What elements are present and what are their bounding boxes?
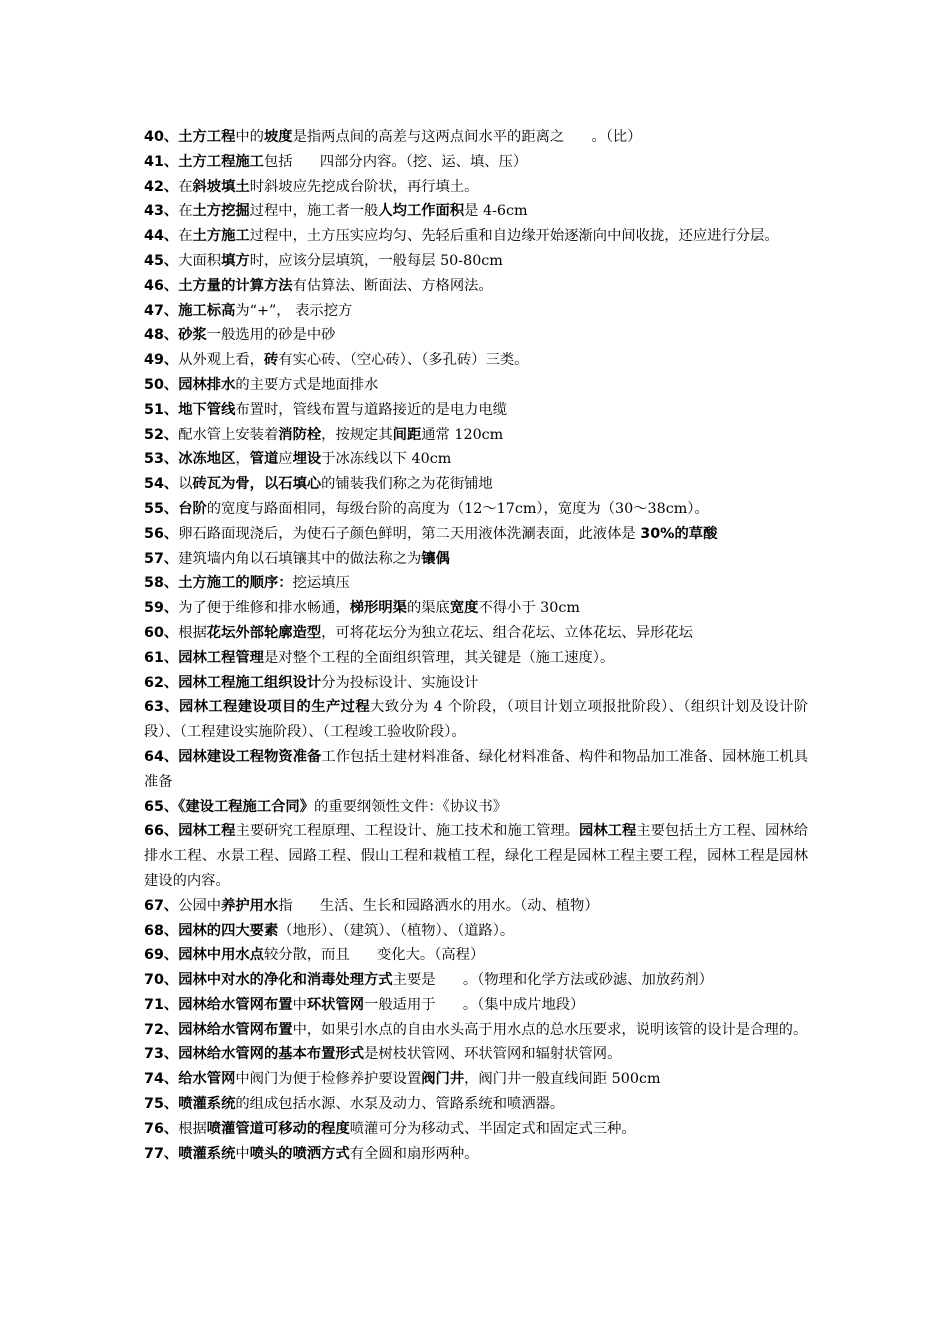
list-item bbox=[144, 373, 808, 398]
list-item bbox=[144, 323, 808, 348]
item-text: 指 生活、生长和园路洒水的用水。（动、植物） bbox=[278, 897, 599, 914]
item-number: 66、 bbox=[144, 823, 179, 840]
list-item bbox=[144, 175, 808, 200]
item-text: 是树枝状管网、环状管网和辐射状管网。 bbox=[364, 1046, 622, 1063]
list-item bbox=[144, 695, 808, 745]
list-item bbox=[144, 745, 808, 795]
bold-term: 30%的草酸 bbox=[640, 525, 718, 542]
item-text: 在 bbox=[178, 178, 193, 195]
item-text: 有全圆和扇形两种。 bbox=[349, 1145, 479, 1162]
question-list bbox=[144, 125, 808, 1166]
bold-term: 砖瓦为骨，以石填心 bbox=[192, 476, 322, 493]
item-text: 的渠底 bbox=[406, 600, 450, 617]
item-number: 69、 bbox=[144, 947, 179, 964]
bold-term: 梯形明渠 bbox=[349, 600, 407, 617]
item-number: 75、 bbox=[144, 1096, 179, 1113]
item-number: 45、 bbox=[144, 252, 179, 269]
item-text: ，可将花坛分为独立花坛、组合花坛、立体花坛、异形花坛 bbox=[321, 624, 693, 641]
item-number: 65、 bbox=[144, 798, 179, 815]
item-text: 中 bbox=[235, 1145, 250, 1162]
item-text: 在 bbox=[178, 228, 193, 245]
item-number: 62、 bbox=[144, 674, 179, 691]
item-text: 的宽度与路面相同，每级台阶的高度为（12～17cm），宽度为（30～38cm）。 bbox=[206, 500, 709, 517]
bold-term: 消防栓 bbox=[278, 426, 322, 443]
item-text: 中的 bbox=[235, 129, 264, 145]
item-number: 57、 bbox=[144, 550, 179, 567]
item-number: 43、 bbox=[144, 203, 179, 220]
item-text: ，阀门井一般直线间距 500cm bbox=[464, 1071, 661, 1088]
list-item bbox=[144, 795, 808, 820]
bold-term: 园林的四大要素 bbox=[178, 922, 279, 939]
bold-term: 土方量的计算方法 bbox=[178, 277, 293, 294]
item-text: 的组成包括水源、水泵及动力、管路系统和喷洒器。 bbox=[235, 1096, 565, 1113]
list-item bbox=[144, 943, 808, 968]
bold-term: 土方施工 bbox=[192, 228, 250, 245]
item-number: 58、 bbox=[144, 575, 179, 592]
bold-term: 园林给水管网布置 bbox=[178, 1021, 293, 1038]
bold-term: 园林工程 bbox=[178, 823, 236, 840]
bold-term: 砖 bbox=[263, 352, 279, 369]
bold-term: 园林排水 bbox=[178, 376, 236, 393]
item-text: 包括 四部分内容。（挖、运、填、压） bbox=[263, 153, 528, 170]
list-item bbox=[144, 646, 808, 671]
list-item bbox=[144, 472, 808, 497]
bold-term: 冰冻地区 bbox=[178, 451, 236, 468]
item-text: 有估算法、断面法、方格网法。 bbox=[292, 277, 493, 294]
item-text: 为了便于维修和排水畅通， bbox=[178, 600, 350, 617]
item-text: 的铺装我们称之为花街铺地 bbox=[321, 476, 493, 493]
bold-term: 地下管线 bbox=[178, 401, 236, 418]
item-number: 77、 bbox=[144, 1145, 179, 1162]
item-number: 47、 bbox=[144, 302, 179, 319]
bold-term: 花坛外部轮廓造型 bbox=[206, 624, 322, 641]
bold-term: 台阶 bbox=[178, 500, 207, 517]
item-number: 60、 bbox=[144, 624, 179, 641]
item-text: 布置时，管线布置与道路接近的是电力电缆 bbox=[235, 401, 508, 418]
bold-term: 管道 bbox=[249, 451, 279, 468]
item-text: 一般选用的砂是中砂 bbox=[206, 327, 336, 344]
item-text: 较分散，而且 变化大。（高程） bbox=[263, 947, 485, 964]
bold-term: 土方施工的顺序： bbox=[178, 575, 293, 592]
item-text: ，按规定其 bbox=[321, 426, 393, 443]
list-item bbox=[144, 547, 808, 572]
bold-term: 园林工程管理 bbox=[178, 649, 264, 666]
item-text: （地形）、（建筑）、（植物）、（道路）。 bbox=[278, 922, 515, 939]
bold-term: 园林工程 bbox=[579, 823, 637, 840]
item-text: 时斜坡应先挖成台阶状，再行填土。 bbox=[249, 178, 479, 195]
list-item bbox=[144, 1067, 808, 1092]
bold-term: 阀门井 bbox=[421, 1071, 465, 1088]
list-item bbox=[144, 522, 808, 547]
list-item bbox=[144, 819, 808, 893]
bold-term: 斜坡填土 bbox=[192, 178, 250, 195]
item-number: 49、 bbox=[144, 352, 179, 369]
item-text: 主要包括土方工程、园林给排水工程、水景工程、园路工程、假山工程和栽植工程，绿化工程是园林工程主要工程，园林工程是园林建设的内容。 bbox=[144, 823, 809, 889]
item-number: 64、 bbox=[144, 748, 179, 765]
list-item bbox=[144, 596, 808, 621]
list-item bbox=[144, 1117, 808, 1142]
bold-term: 喷灌系统 bbox=[178, 1096, 236, 1113]
item-text: 于冰冻线以下 40cm bbox=[321, 451, 452, 468]
item-text: 有实心砖、（空心砖）、（多孔砖）三类。 bbox=[278, 352, 529, 369]
item-text: 通常 120cm bbox=[421, 426, 504, 443]
item-number: 72、 bbox=[144, 1021, 179, 1038]
item-number: 61、 bbox=[144, 649, 179, 666]
item-text: 是对整个工程的全面组织管理，其关键是（施工速度）。 bbox=[263, 649, 615, 666]
item-number: 70、 bbox=[144, 972, 179, 989]
list-item bbox=[144, 621, 808, 646]
list-item bbox=[144, 150, 808, 175]
item-text: 中，如果引水点的自由水头高于用水点的总水压要求，说明该管的设计是合理的。 bbox=[292, 1021, 808, 1038]
list-item bbox=[144, 919, 808, 944]
item-number: 74、 bbox=[144, 1071, 179, 1088]
item-text: 根据 bbox=[178, 1120, 207, 1137]
bold-term: 土方工程 bbox=[178, 129, 236, 145]
item-number: 40、 bbox=[144, 129, 179, 145]
bold-term: 园林工程施工组织设计 bbox=[178, 674, 322, 691]
list-item bbox=[144, 1092, 808, 1117]
item-text: 分为投标设计、实施设计 bbox=[321, 674, 479, 691]
bold-term: 喷头的喷洒方式 bbox=[249, 1145, 350, 1162]
bold-term: 园林给水管网布置 bbox=[178, 996, 293, 1013]
list-item bbox=[144, 274, 808, 299]
item-number: 67、 bbox=[144, 897, 179, 914]
item-text: 大面积 bbox=[178, 252, 222, 269]
list-item bbox=[144, 894, 808, 919]
item-number: 50、 bbox=[144, 376, 179, 393]
item-number: 48、 bbox=[144, 327, 179, 344]
bold-term: 宽度 bbox=[449, 600, 479, 617]
list-item bbox=[144, 224, 808, 249]
list-item bbox=[144, 447, 808, 472]
item-text: 卵石路面现浇后，为使石子颜色鲜明，第二天用液体洗涮表面，此液体是 bbox=[178, 525, 641, 542]
item-number: 76、 bbox=[144, 1120, 179, 1137]
item-text: 工作包括土建材料准备、绿化材料准备、构件和物品加工准备、园林施工机具准备 bbox=[144, 748, 809, 790]
list-item bbox=[144, 497, 808, 522]
item-text: 是 4-6cm bbox=[464, 203, 528, 220]
item-number: 54、 bbox=[144, 476, 179, 493]
bold-term: 《建设工程施工合同》 bbox=[178, 798, 315, 815]
item-text: ， bbox=[235, 451, 250, 468]
bold-term: 人均工作面积 bbox=[378, 203, 465, 220]
item-text: 主要研究工程原理、工程设计、施工技术和施工管理。 bbox=[235, 823, 580, 840]
item-text: 时，应该分层填筑，一般每层 50-80cm bbox=[249, 252, 503, 269]
bold-term: 喷灌管道可移动的程度 bbox=[206, 1120, 350, 1137]
item-number: 71、 bbox=[144, 996, 179, 1013]
list-item bbox=[144, 1042, 808, 1067]
list-item bbox=[144, 125, 808, 150]
item-text: 挖运填压 bbox=[292, 575, 350, 592]
list-item bbox=[144, 199, 808, 224]
item-text: 主要是 。（物理和化学方法或砂滤、加放药剂） bbox=[392, 972, 714, 989]
bold-term: 养护用水 bbox=[221, 897, 279, 914]
item-text: 在 bbox=[178, 203, 193, 220]
bold-term: 填方 bbox=[221, 252, 250, 269]
item-text: 应 bbox=[278, 451, 293, 468]
item-text: 喷灌可分为移动式、半固定式和固定式三种。 bbox=[349, 1120, 636, 1137]
item-text: 过程中，土方压实应均匀、先轻后重和自边缘开始逐渐向中间收拢，还应进行分层。 bbox=[249, 228, 779, 245]
item-text: 一般适用于 。（集中成片地段） bbox=[364, 996, 585, 1013]
item-text: 的重要纲领性文件：《协议书》 bbox=[314, 798, 508, 815]
item-number: 42、 bbox=[144, 178, 179, 195]
item-number: 46、 bbox=[144, 277, 179, 294]
bold-term: 喷灌系统 bbox=[178, 1145, 236, 1162]
list-item bbox=[144, 671, 808, 696]
bold-term: 施工标高 bbox=[178, 302, 236, 319]
item-text: 的主要方式是地面排水 bbox=[235, 376, 379, 393]
bold-term: 砂浆 bbox=[178, 327, 207, 344]
bold-term: 土方工程施工 bbox=[178, 153, 264, 170]
item-text: 根据 bbox=[178, 624, 207, 641]
bold-term: 园林中对水的净化和消毒处理方式 bbox=[178, 972, 393, 989]
list-item bbox=[144, 249, 808, 274]
item-text: 以 bbox=[178, 476, 193, 493]
bold-term: 园林中用水点 bbox=[178, 947, 264, 964]
item-number: 51、 bbox=[144, 401, 179, 418]
bold-term: 园林建设工程物资准备 bbox=[178, 748, 322, 765]
item-number: 41、 bbox=[144, 153, 179, 170]
list-item bbox=[144, 398, 808, 423]
item-text: 过程中，施工者一般 bbox=[249, 203, 379, 220]
item-text: 不得小于 30cm bbox=[478, 600, 580, 617]
bold-term: 土方挖掘 bbox=[192, 203, 250, 220]
list-item bbox=[144, 299, 808, 324]
item-text: 配水管上安装着 bbox=[178, 426, 279, 443]
bold-term: 环状管网 bbox=[306, 996, 365, 1013]
list-item bbox=[144, 1018, 808, 1043]
list-item bbox=[144, 1142, 808, 1167]
item-text: 中 bbox=[292, 996, 307, 1013]
item-number: 73、 bbox=[144, 1046, 179, 1063]
item-text: 为“+”， 表示挖方 bbox=[235, 302, 353, 319]
item-number: 53、 bbox=[144, 451, 179, 468]
item-number: 63、 bbox=[144, 699, 179, 716]
list-item bbox=[144, 348, 808, 373]
item-text: 大致分为 4 个阶段，（项目计划立项报批阶段）、（组织计划及设计阶段）、（工程建设实施阶段）、（工程竣工验收阶段）。 bbox=[144, 699, 809, 741]
item-number: 68、 bbox=[144, 922, 179, 939]
item-text: 建筑墙内角以石填镶其中的做法称之为 bbox=[178, 550, 422, 567]
bold-term: 镶偶 bbox=[421, 550, 450, 567]
item-number: 56、 bbox=[144, 525, 179, 542]
bold-term: 园林工程建设项目的生产过程 bbox=[179, 699, 371, 716]
item-number: 55、 bbox=[144, 500, 179, 517]
item-text: 公园中 bbox=[178, 897, 222, 914]
item-number: 44、 bbox=[144, 228, 179, 245]
list-item bbox=[144, 968, 808, 993]
bold-term: 埋设 bbox=[292, 451, 322, 468]
item-number: 52、 bbox=[144, 426, 179, 443]
bold-term: 园林给水管网的基本布置形式 bbox=[178, 1046, 365, 1063]
item-text: 从外观上看， bbox=[178, 352, 264, 369]
item-text: 中阀门为便于检修养护要设置 bbox=[235, 1071, 422, 1088]
list-item bbox=[144, 423, 808, 448]
bold-term: 给水管网 bbox=[178, 1071, 236, 1088]
item-number: 59、 bbox=[144, 600, 179, 617]
list-item bbox=[144, 993, 808, 1018]
bold-term: 间距 bbox=[392, 426, 422, 443]
item-text: 是指两点间的高差与这两点间水平的距离之 。（比） bbox=[292, 129, 642, 145]
bold-term: 坡度 bbox=[263, 129, 293, 145]
list-item bbox=[144, 571, 808, 596]
